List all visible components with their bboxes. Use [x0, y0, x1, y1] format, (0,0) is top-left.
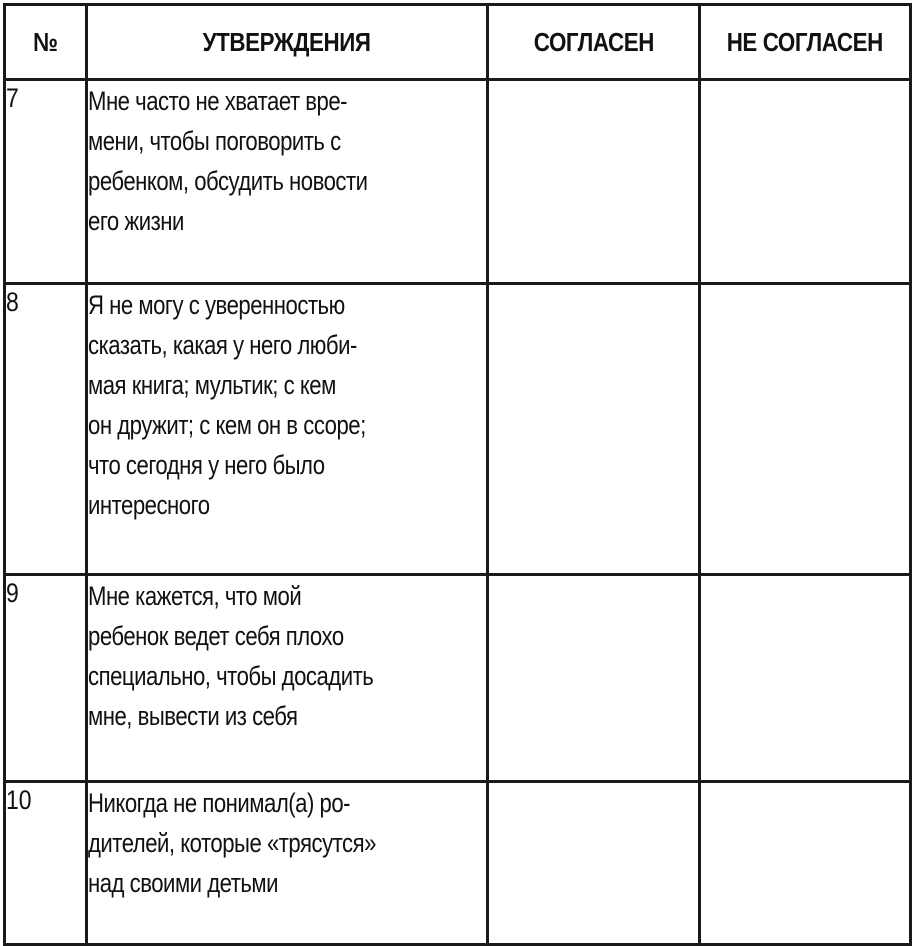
header-statements: УТВЕРЖДЕНИЯ: [87, 5, 488, 80]
agree-cell[interactable]: [488, 575, 700, 782]
table-row: [5, 80, 911, 284]
row-number: 7: [5, 80, 87, 284]
statement-text: Мне часто не хватает вре- мени, чтобы поговорить с ребенком, обсудить новости его жизни: [87, 80, 488, 284]
statement-text: Я не могу с уверенностью сказать, какая у него люби- мая книга; мультик; с кем он дружит; с кем он в ссоре; что сегодня у него было интересного: [87, 284, 488, 575]
statement-text: Мне кажется, что мой ребенок ведет себя плохо специально, чтобы досадить мне, вывести из себя: [87, 575, 488, 782]
header-row: [5, 5, 911, 80]
row-number: 8: [5, 284, 87, 575]
header-number: №: [5, 5, 87, 80]
survey-table: [3, 3, 912, 946]
disagree-cell[interactable]: [700, 284, 911, 575]
disagree-cell[interactable]: [700, 575, 911, 782]
table-row: [5, 575, 911, 782]
agree-cell[interactable]: [488, 80, 700, 284]
statement-text: Никогда не понимал(а) ро- дителей, которые «трясутся» над своими детьми: [87, 782, 488, 945]
agree-cell[interactable]: [488, 782, 700, 945]
agree-cell[interactable]: [488, 284, 700, 575]
disagree-cell[interactable]: [700, 80, 911, 284]
table-row: [5, 284, 911, 575]
header-disagree: НЕ СОГЛАСЕН: [700, 5, 911, 80]
table-row: [5, 782, 911, 945]
row-number: 10: [5, 782, 87, 945]
header-agree: СОГЛАСЕН: [488, 5, 700, 80]
row-number: 9: [5, 575, 87, 782]
disagree-cell[interactable]: [700, 782, 911, 945]
